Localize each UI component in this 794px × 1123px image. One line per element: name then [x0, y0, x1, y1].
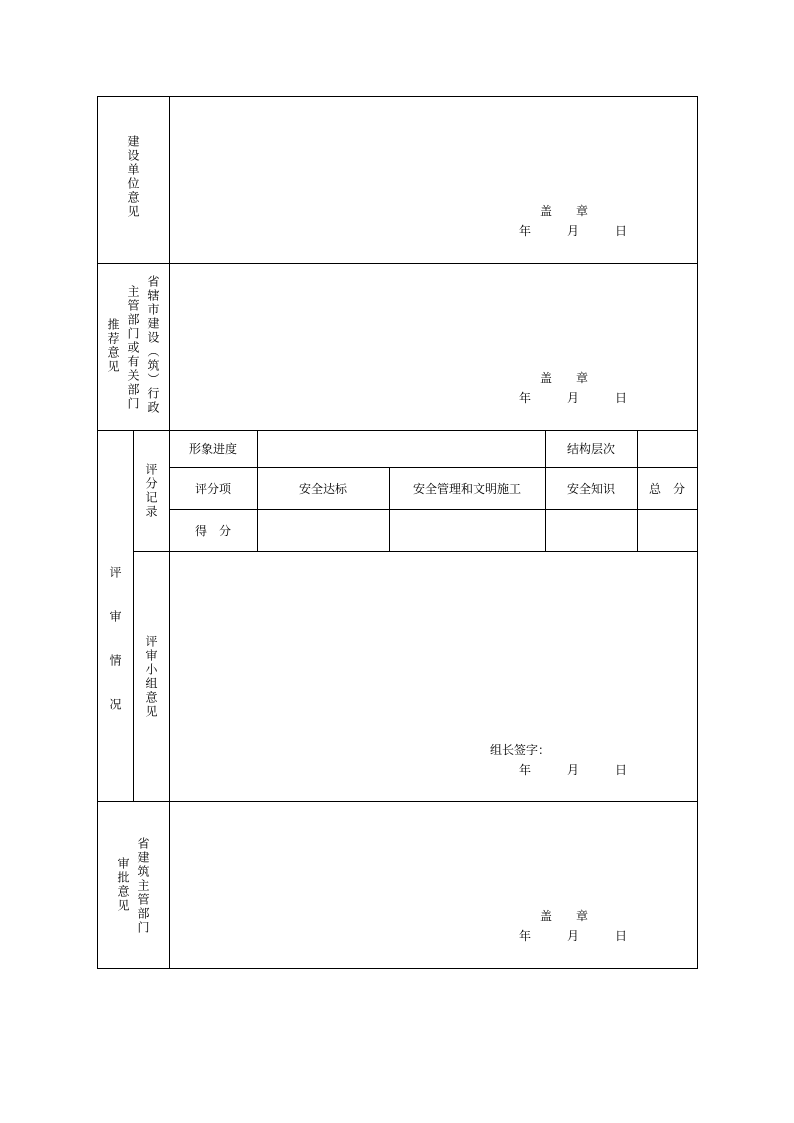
recommendation-label-col1: 推荐意见 — [106, 318, 120, 374]
score-row-label: 得 分 — [194, 524, 232, 538]
image-progress-field[interactable] — [258, 431, 545, 467]
row-divider — [169, 467, 698, 468]
score-cell-total[interactable] — [638, 510, 697, 551]
date-line: 年 月 日 — [519, 929, 628, 943]
table-bottom-border — [97, 968, 698, 969]
recommendation-label-col2: 主管部门或有关部门 — [126, 285, 140, 411]
construction-unit-opinion-area[interactable] — [170, 97, 697, 263]
date-line: 年 月 日 — [519, 763, 628, 777]
date-line: 年 月 日 — [519, 224, 628, 238]
panel-opinion-label: 评审小组意见 — [144, 635, 158, 719]
date-line: 年 月 日 — [519, 391, 628, 405]
header-safety-knowledge: 安全知识 — [566, 482, 616, 496]
approval-label-col1: 审批意见 — [116, 857, 130, 913]
review-label: 评 审 情 况 — [108, 566, 122, 720]
score-cell-safety-knowledge[interactable] — [546, 510, 637, 551]
leader-signature-label: 组长签字： — [490, 743, 551, 757]
seal-label: 盖 章 — [540, 204, 589, 218]
structure-level-label: 结构层次 — [566, 442, 616, 456]
score-cell-safety-management[interactable] — [390, 510, 545, 551]
image-progress-label: 形象进度 — [188, 442, 238, 456]
score-cell-safety-standard[interactable] — [258, 510, 389, 551]
header-safety-management: 安全管理和文明施工 — [412, 482, 522, 496]
recommendation-label-col3: 省辖市建设（筑）行政 — [146, 275, 160, 415]
recommendation-opinion-area[interactable] — [170, 264, 697, 430]
score-record-label: 评分记录 — [144, 463, 158, 519]
approval-label-col2: 省建筑主管部门 — [136, 837, 150, 935]
review-subcolumn-divider — [133, 430, 134, 802]
approval-opinion-area[interactable] — [170, 802, 697, 968]
header-safety-standard: 安全达标 — [298, 482, 348, 496]
header-total-score: 总 分 — [648, 482, 686, 496]
construction-unit-label: 建设单位意见 — [126, 135, 140, 219]
seal-label: 盖 章 — [540, 909, 589, 923]
table-right-border — [697, 96, 698, 969]
header-score-item: 评分项 — [194, 482, 232, 496]
seal-label: 盖 章 — [540, 371, 589, 385]
structure-level-field[interactable] — [638, 431, 697, 467]
table-left-border — [97, 96, 98, 969]
